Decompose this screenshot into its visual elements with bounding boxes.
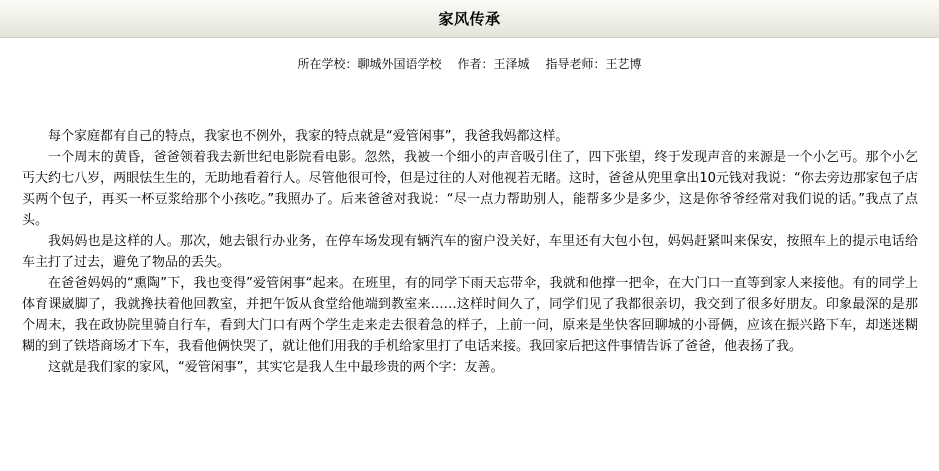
paragraph-5: 这就是我们家的家风，“爱管闲事”，其实它是我人生中最珍贵的两个字：友善。: [48, 360, 504, 375]
article-body: [22, 126, 918, 378]
article-title: 家风传承: [438, 10, 501, 28]
paragraph-2: 一个周末的黄昏，爸爸领着我去新世纪电影院看电影。忽然，我被一个细小的声音吸引住了，四下张望，终于发现声音的来源是一个小乞丐。那个小乞丐大约七八岁，两眼怯生生的，无助地看着行人。尽管他很可怜，但是过往的人对他视若无睹。这时，爸爸从兜里拿出10元钱对我说：“你去旁边那家包子店买两个包子，再买一杯豆浆给那个小孩吃。”我照办了。后来爸爸对我说：“尽一点力帮助别人，能帮多少是多少，这是你爷爷经常对我们说的话。”我点了点头。: [22, 150, 918, 228]
paragraph-1: 每个家庭都有自己的特点，我家也不例外，我家的特点就是“爱管闲事”，我爸我妈都这样。: [48, 129, 569, 144]
school-label: 所在学校：聊城外国语学校: [297, 57, 442, 71]
article-meta: [0, 56, 939, 72]
title-bar: [0, 0, 939, 38]
advisor-label: 指导老师：王艺博: [545, 57, 642, 71]
paragraph-3: 我妈妈也是这样的人。那次，她去银行办业务，在停车场发现有辆汽车的窗户没关好，车里还有大包小包，妈妈赶紧叫来保安，按照车上的提示电话给车主打了过去，避免了物品的丢失。: [22, 234, 918, 270]
author-label: 作者：王泽城: [457, 57, 530, 71]
paragraph-4: 在爸爸妈妈的“熏陶”下，我也变得”爱管闲事“起来。在班里，有的同学下雨天忘带伞，我就和他撑一把伞，在大门口一直等到家人来接他。有的同学上体育课崴脚了，我就搀扶着他回教室，并把午饭从食堂给他端到教室来……这样时间久了，同学们见了我都很亲切，我交到了很多好朋友。印象最深的是那个周末，我在政协院里骑自行车，看到大门口有两个学生走来走去很着急的样子，上前一问，原来是坐快客回聊城的小哥俩，应该在振兴路下车，却迷迷糊糊的到了铁塔商场才下车，我看他俩快哭了，就让他们用我的手机给家里打了电话来接。我回家后把这件事情告诉了爸爸，他表扬了我。: [22, 276, 918, 354]
